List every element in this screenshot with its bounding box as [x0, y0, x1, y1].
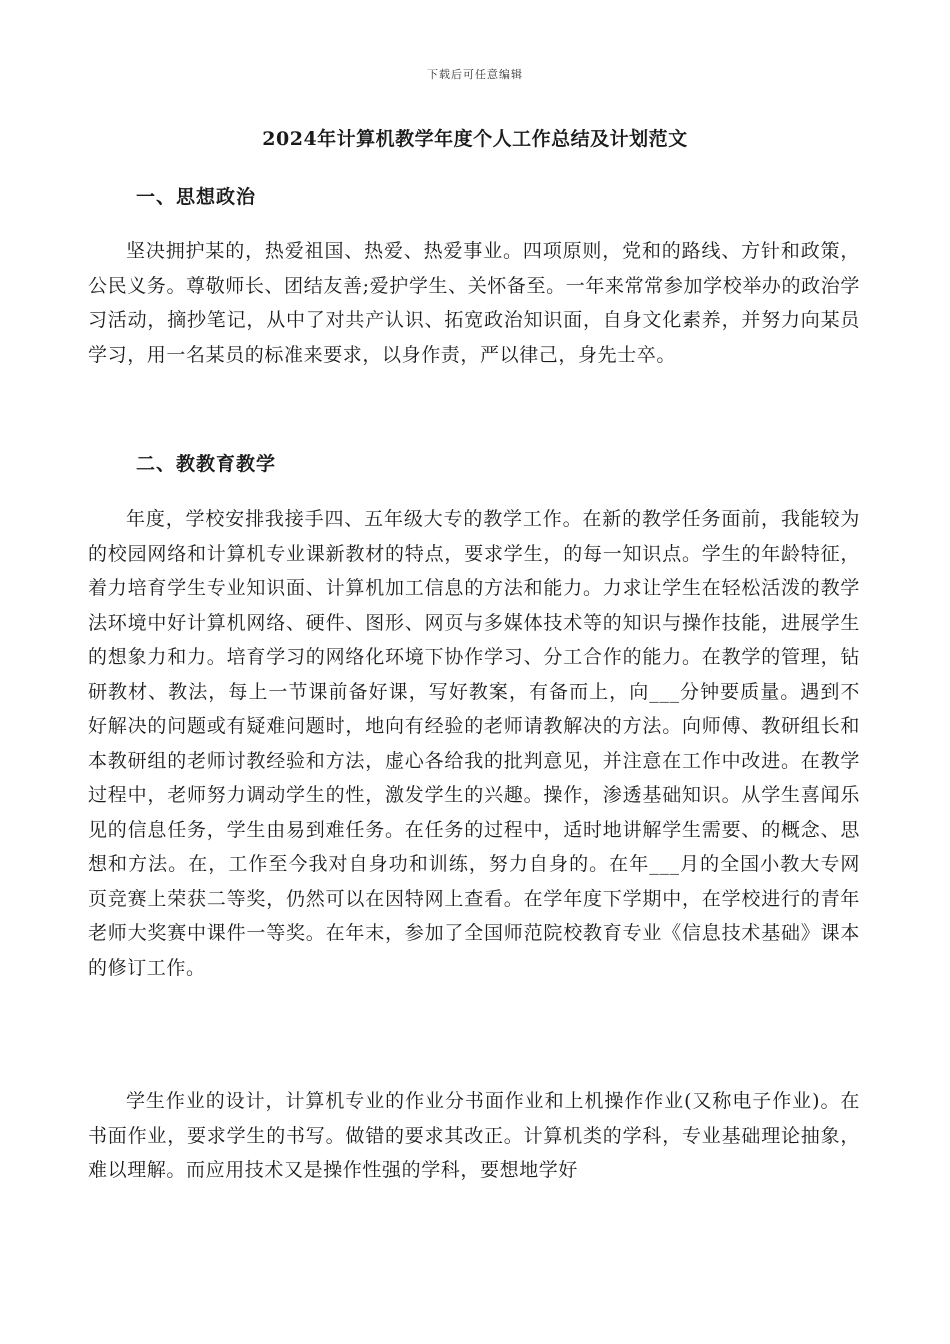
- section-1-paragraph: 坚决拥护某的，热爱祖国、热爱、热爱事业。四项原则，党和的路线、方针和政策，公民义务。尊敬师长、团结友善;爱护学生、关怀备至。一年来常常参加学校举办的政治学习活动，摘抄笔记，从中了对共产认识、拓宽政治知识面，自身文化素养，并努力向某员学习，用一名某员的标准来要求，以身作责，严以律己，身先士卒。: [88, 240, 860, 366]
- section-2-paragraph-2: 学生作业的设计，计算机专业的作业分书面作业和上机操作作业(又称电子作业)。在书面作业，要求学生的书写。做错的要求其改正。计算机类的学科，专业基础理论抽象，难以理解。而应用技术又是操作性强的学科，要想地学好: [88, 1090, 860, 1181]
- section-heading-1: 一、思想政治: [136, 186, 257, 208]
- section-2-paragraph-1: 年度，学校安排我接手四、五年级大专的教学工作。在新的教学任务面前，我能较为的校园网络和计算机专业课新教材的特点，要求学生，的每一知识点。学生的年龄特征，着力培育学生专业知识面、计算机加工信息的方法和能力。力求让学生在轻松活泼的教学法环境中好计算机网络、硬件、图形、网页与多媒体技术等的知识与操作技能，进展学生的想象力和力。培育学习的网络化环境下协作学习、分工合作的能力。在教学的管理，钻研教材、教法，每上一节课前备好课，写好教案，有备而上，向___分钟要质量。遇到不好解决的问题或有疑难问题时，地向有经验的老师请教解决的方法。向师傅、教研组长和本教研组的老师讨教经验和方法，虚心各给我的批判意见，并注意在工作中改进。在教学过程中，老师努力调动学生的性，激发学生的兴趣。操作，渗透基础知识。从学生喜闻乐见的信息任务，学生由易到难任务。在任务的过程中，适时地讲解学生需要、的概念、思想和方法。在，工作至今我对自身功和训练，努力自身的。在年___月的全国小教大专网页竞赛上荣获二等奖，仍然可以在因特网上查看。在学年度下学期中，在学校进行的青年老师大奖赛中课件一等奖。在年末，参加了全国师范院校教育专业《信息技术基础》课本的修订工作。: [88, 508, 860, 979]
- document-title: 2024年计算机教学年度个人工作总结及计划范文: [262, 128, 688, 150]
- header-note: 下载后可任意编辑: [427, 68, 523, 81]
- section-heading-2: 二、教教育教学: [136, 453, 277, 475]
